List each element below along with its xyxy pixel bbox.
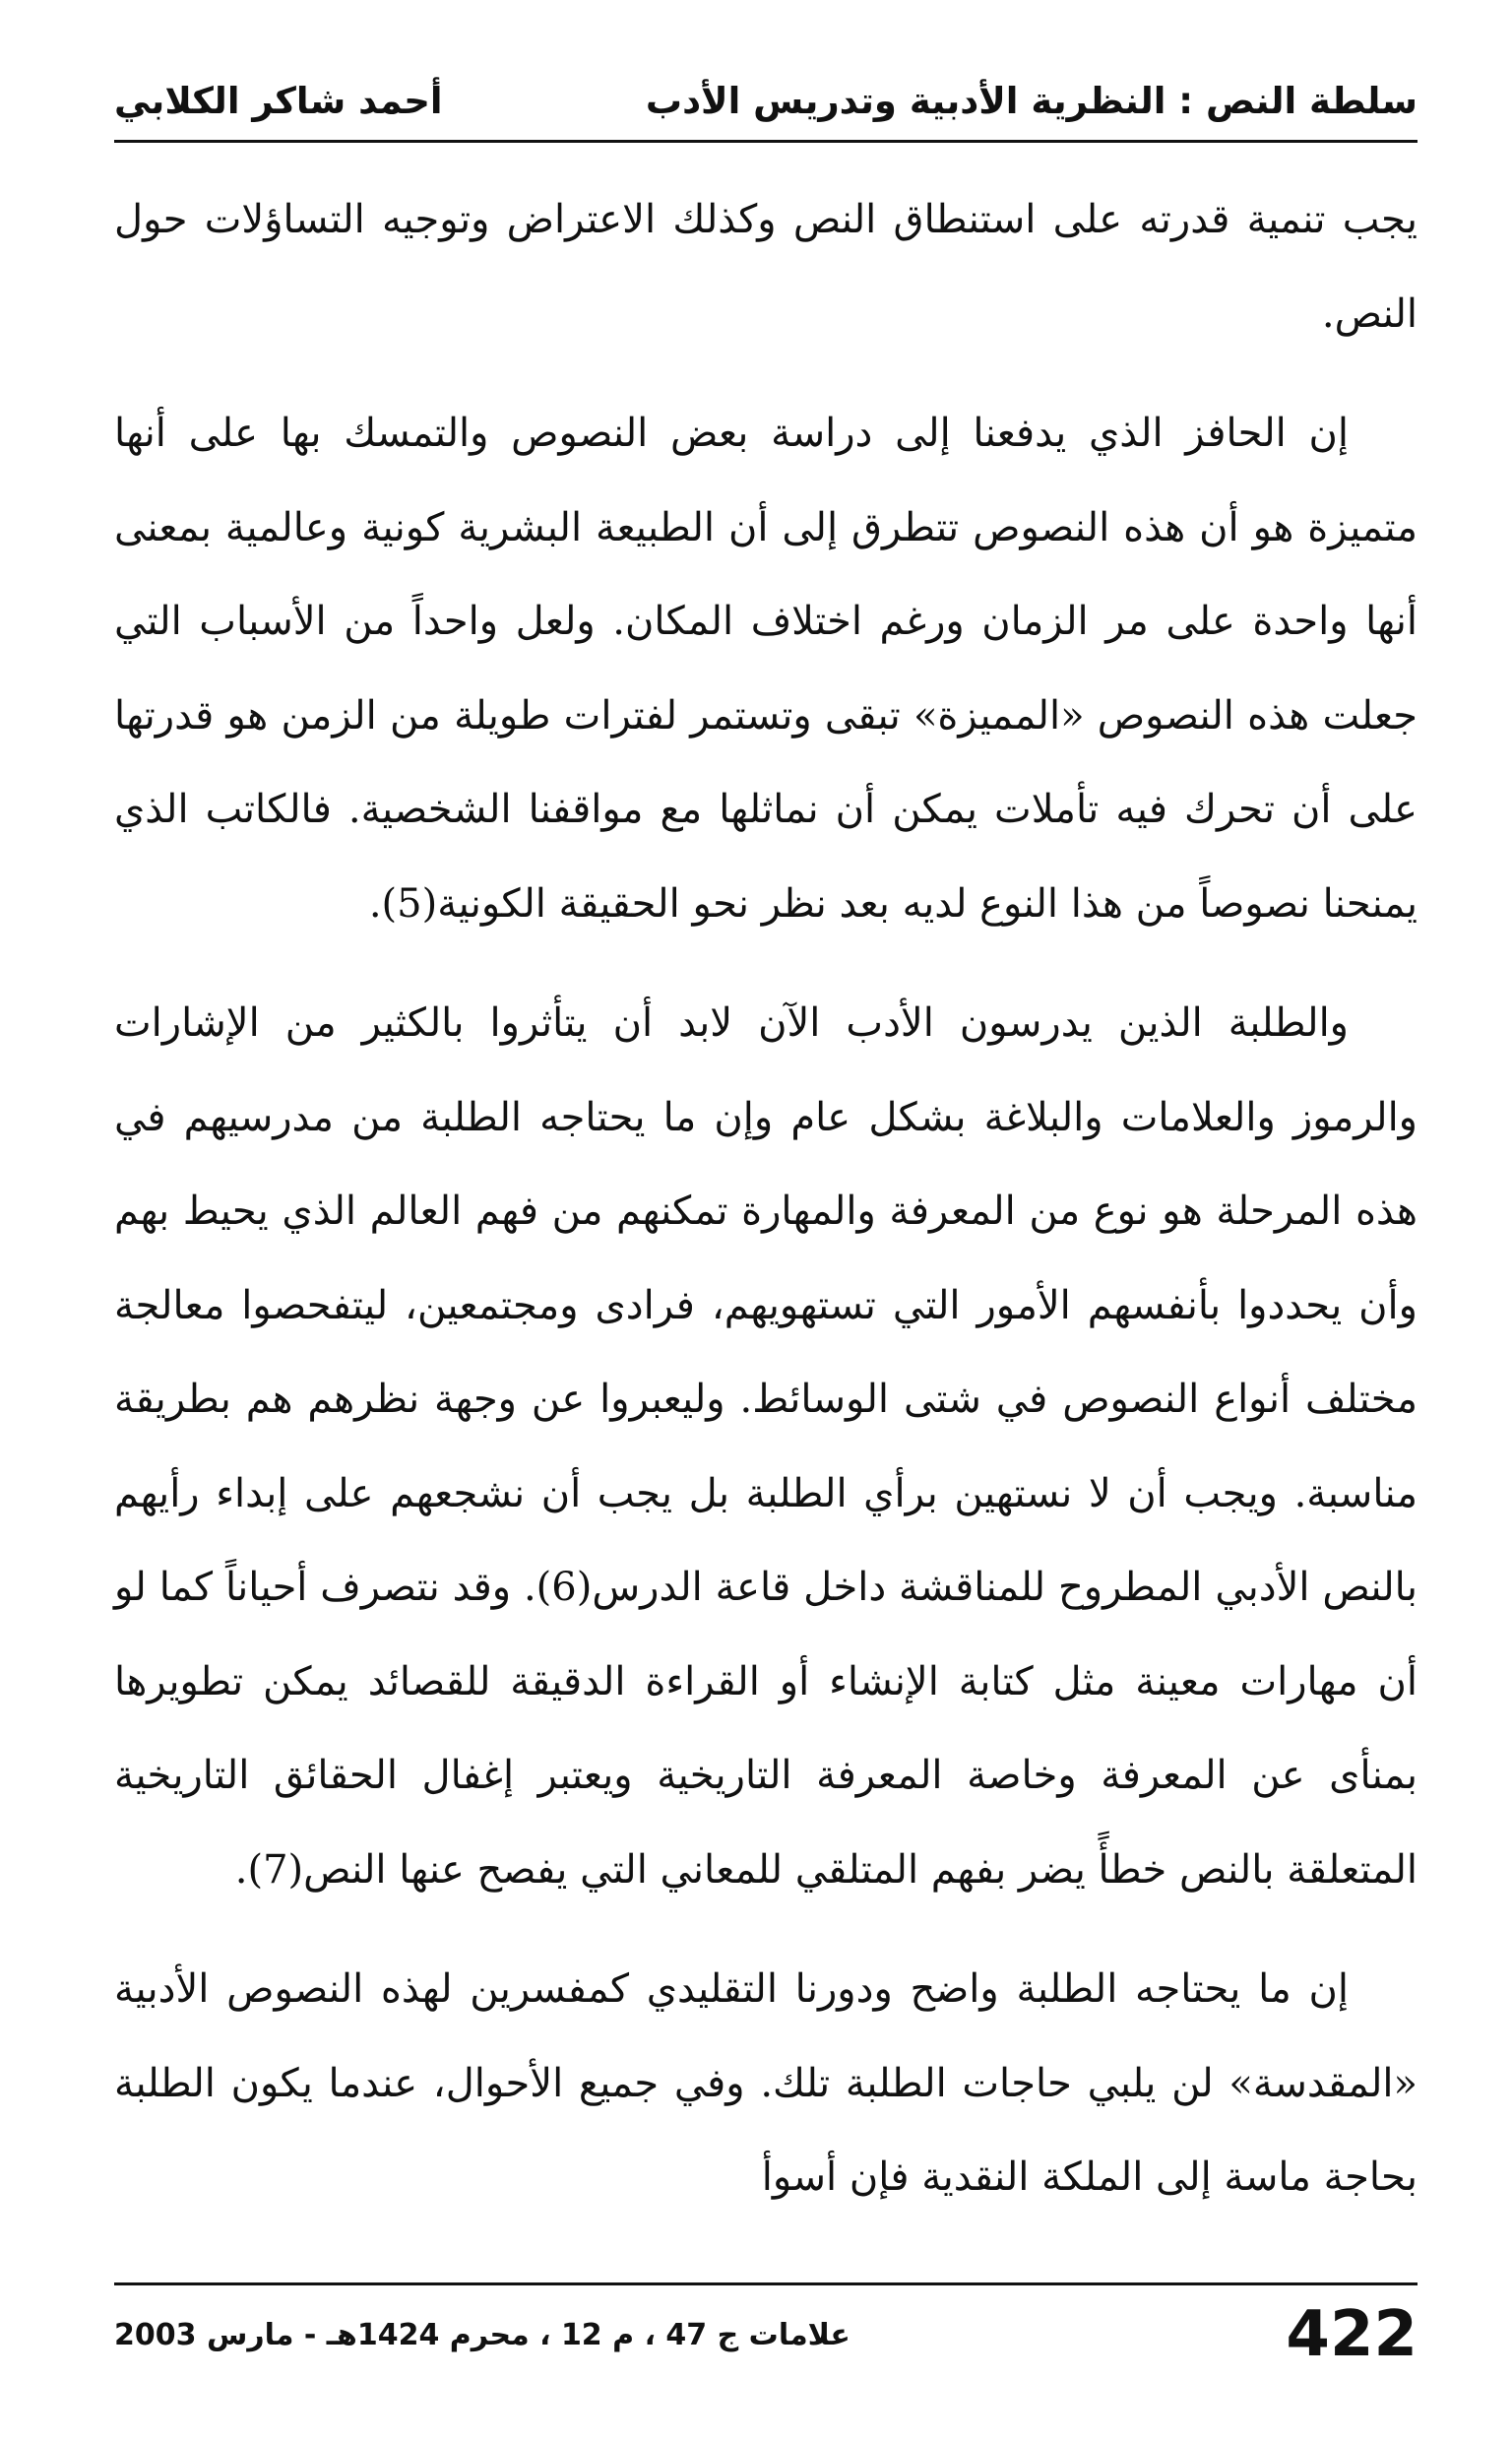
paragraph-text: والطلبة الذين يدرسون الأدب الآن لابد أن يتأثروا بالكثير من الإشارات والرموز والعلامات والبلاغة بشكل عام وإن ما يحتاجه الطلبة من مدرسيهم في هذه المرحلة هو نوع من المعرفة والمهارة تمكنهم من فهم العالم الذي يحيط بهم وأن يحددوا بأنفسهم الأمور التي تستهويهم، فرادى ومجتمعين، ليتفحصوا معالجة مختلف أنواع النصوص في شتى الوسائط. وليعبروا عن وجهة نظرهم هم بطريقة مناسبة. ويجب أن لا نستهين برأي الطلبة بل يجب أن نشجعهم على إبداء رأيهم بالنص الأدبي المطروح للمناقشة داخل قاعة الدرس(6). وقد نتصرف أحياناً كما لو أن مهارات معينة مثل كتابة الإنشاء أو القراءة الدقيقة للقصائد يمكن تطويرها بمنأى عن المعرفة وخاصة المعرفة التاريخية ويعتبر إغفال الحقائق التاريخية المتعلقة بالنص خطأً يضر بفهم المتلقي للمعاني التي يفصح عنها النص(7). — [114, 1000, 1418, 1893]
paragraph-text: يجب تنمية قدرته على استنطاق النص وكذلك الاعتراض وتوجيه التساؤلات حول النص. — [114, 197, 1418, 337]
paragraph-text: إن ما يحتاجه الطلبة واضح ودورنا التقليدي كمفسرين لهذه النصوص الأدبية «المقدسة» لن يلبي حاجات الطلبة تلك. وفي جميع الأحوال، عندما يكون الطلبة بحاجة ماسة إلى الملكة النقدية فإن أسوأ — [114, 1966, 1418, 2200]
paragraph-4 — [114, 1943, 1418, 2225]
journal-title: سلطة النص : النظرية الأدبية وتدريس الأدب — [645, 79, 1418, 122]
issue-info: علامات ج 47 ، م 12 ، محرم 1424هـ - مارس 2003 — [114, 2317, 850, 2352]
page-footer — [114, 2282, 1418, 2371]
page — [114, 0, 1418, 2442]
paragraph-2 — [114, 387, 1418, 951]
author-name: أحمد شاكر الكلابي — [114, 79, 443, 122]
page-number: 422 — [1286, 2298, 1418, 2371]
paragraph-3 — [114, 977, 1418, 1917]
article-body — [114, 173, 1418, 2225]
paragraph-1 — [114, 173, 1418, 361]
paragraph-text: إن الحافز الذي يدفعنا إلى دراسة بعض النصوص والتمسك بها على أنها متميزة هو أن هذه النصوص تتطرق إلى أن الطبيعة البشرية كونية وعالمية بمعنى أنها واحدة على مر الزمان ورغم اختلاف المكان. ولعل واحداً من الأسباب التي جعلت هذه النصوص «المميزة» تبقى وتستمر لفترات طويلة من الزمن هو قدرتها على أن تحرك فيه تأملات يمكن أن نماثلها مع مواقفنا الشخصية. فالكاتب الذي يمنحنا نصوصاً من هذا النوع لديه بعد نظر نحو الحقيقة الكونية(5). — [114, 411, 1418, 927]
running-header — [114, 61, 1418, 143]
